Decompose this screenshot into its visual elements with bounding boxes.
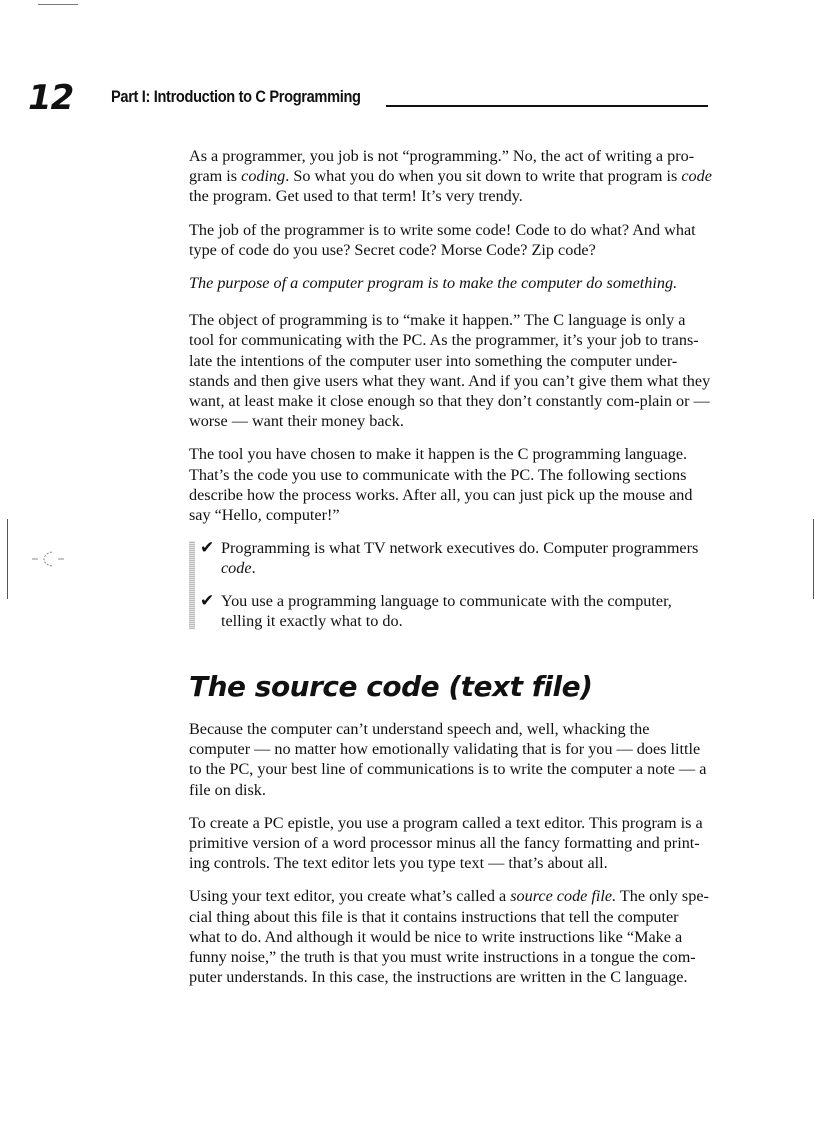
text-run: . xyxy=(251,559,256,578)
bullet-text xyxy=(221,592,672,630)
emphasized-text: code xyxy=(681,167,712,186)
paragraph xyxy=(189,719,714,800)
paragraph xyxy=(189,886,714,987)
crop-mark-left xyxy=(7,519,8,599)
running-head: Part I: Introduction to C Programming xyxy=(111,87,361,106)
paragraph xyxy=(189,310,714,431)
text-run: The object of programming is to “make it happen.” The C language is only a tool for communicating with the PC. As the programmer, it’s your job to trans-late the intentions of the computer user into something the computer under-stands and then give users what they want. And if you can’t give them what they want, at least make it close enough so that they don’t constantly com-plain or — worse — want their money back. xyxy=(189,311,711,431)
text-run: You use a programming language to communicate with the computer, telling it exactly what to do. xyxy=(221,591,672,630)
text-run: Programming is what TV network executives do. Computer programmers xyxy=(221,539,699,558)
bullet-list xyxy=(189,538,714,631)
emphasized-text: coding xyxy=(241,167,286,186)
text-run: Using your text editor, you create what’s called a xyxy=(189,887,511,906)
header-rule xyxy=(386,105,708,107)
registration-mark-icon xyxy=(28,547,80,571)
page-number: 12 xyxy=(28,78,74,118)
text-run: . So what you do when you sit down to write that program is xyxy=(285,167,682,186)
text-run: The tool you have chosen to make it happen is the C programming language. That’s the code you use to communicate with the PC. The following sections describe how the process works. After all, you can just pick up the mouse and say “Hello, computer!” xyxy=(189,445,693,525)
text-run: the program. Get used to that term! It’s very trendy. xyxy=(189,187,523,206)
bullet-text xyxy=(221,539,698,577)
explanation-paragraphs xyxy=(189,310,714,525)
emphasized-text: source code file. xyxy=(510,887,617,906)
text-run: As a programmer, you job is not “programming.” No, the act of writing a pro-gram is xyxy=(189,147,695,186)
emphasized-text: code xyxy=(221,559,252,578)
paragraph xyxy=(189,146,714,207)
intro-paragraphs xyxy=(189,146,714,260)
key-statement: The purpose of a computer program is to make the computer do something. xyxy=(189,274,678,293)
text-run: Because the computer can’t understand speech and, well, whacking the computer — no matter how emotionally validating that is for you — does little to the PC, your best line of communications is to write the computer a note — a file on disk. xyxy=(189,720,707,799)
paragraph xyxy=(189,444,714,525)
section-paragraphs xyxy=(189,719,714,987)
page-body xyxy=(189,146,714,1001)
text-run: To create a PC epistle, you use a program called a text editor. This program is a primitive version of a word processor minus all the fancy formatting and print-ing controls. The text editor lets you type text — that’s about all. xyxy=(189,813,703,873)
text-run: The job of the programmer is to write some code! Code to do what? And what type of code do you use? Secret code? Morse Code? Zip code? xyxy=(189,220,696,259)
checkmark-icon: ✔ xyxy=(200,538,215,559)
sidebar-bar xyxy=(189,541,195,629)
section-heading: The source code (text file) xyxy=(189,670,593,704)
paragraph xyxy=(189,220,714,260)
paragraph xyxy=(189,813,714,874)
bullet-item xyxy=(200,538,714,578)
text-run: The only spe-cial thing about this file is that it contains instructions that tell the computer what to do. And although it would be nice to write instructions like “Make a funny noise,” the truth is that you must write instructions in a tongue the com-puter understands. In this case, the instructions are written in the C language. xyxy=(189,887,709,987)
checkmark-icon: ✔ xyxy=(200,590,215,611)
page-header xyxy=(28,78,708,118)
crop-mark-right xyxy=(813,519,814,599)
crop-mark-top xyxy=(38,4,78,5)
bullet-item xyxy=(200,591,714,631)
